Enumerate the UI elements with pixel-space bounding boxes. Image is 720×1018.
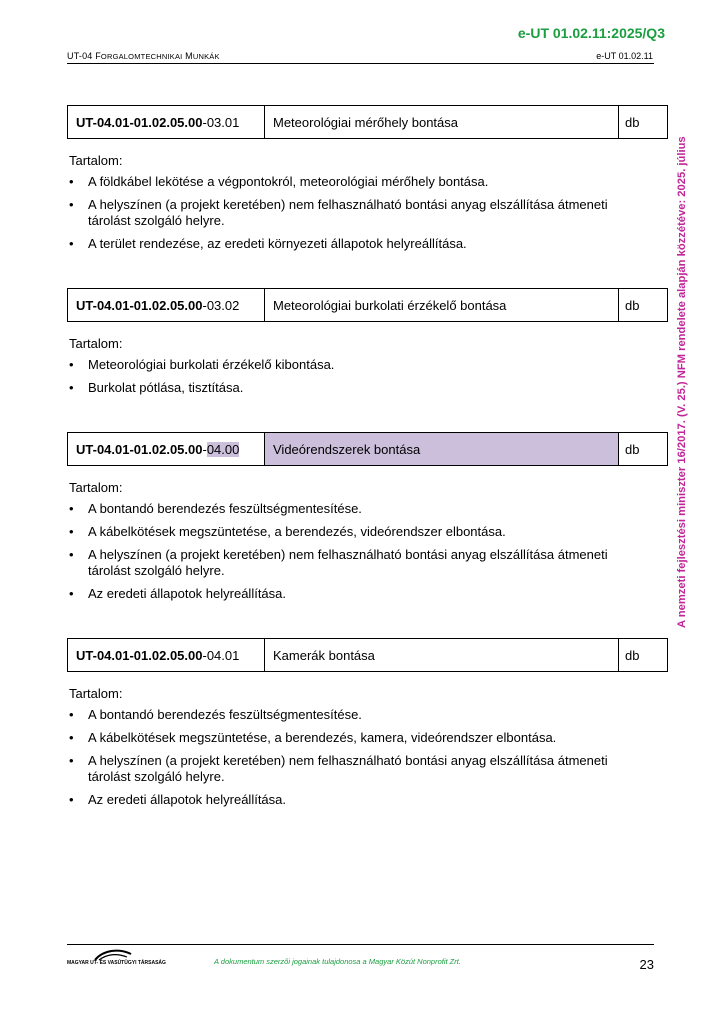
header-section-title	[67, 51, 220, 61]
list-item: • A helyszínen (a projekt keretében) nem felhasználható bontási anyag elszállítása átmeneti tárolást szolgáló helyre.	[67, 547, 648, 579]
list-item: • A bontandó berendezés feszültségmentesítése.	[67, 501, 648, 517]
list-item: • A bontandó berendezés feszültségmentesítése.	[67, 707, 648, 723]
list-item: • A kábelkötések megszüntetése, a berendezés, kamera, videórendszer elbontása.	[67, 730, 648, 746]
header-prefix: UT-04 F	[67, 51, 101, 61]
item-section-04-00	[67, 432, 668, 609]
copyright-notice: A dokumentum szerzői jogainak tulajdonosa a Magyar Közút Nonprofit Zrt.	[214, 957, 461, 966]
highlighted-code-suffix: 04.00	[206, 441, 240, 457]
side-publication-note: A nemzeti fejlesztési miniszter 16/2017. (V. 25.) NFM rendelete alapján közzétéve: 2025. július	[676, 136, 688, 628]
item-section-03-02	[67, 288, 668, 403]
item-code: UT-04.01-01.02.05.00 -04.01	[68, 639, 265, 671]
list-item: • Az eredeti állapotok helyreállítása.	[67, 792, 648, 808]
item-code: UT-04.01-01.02.05.00 - 04.00	[68, 433, 265, 465]
header-mid: M	[182, 51, 193, 61]
content-list	[67, 707, 668, 808]
item-section-04-01	[67, 638, 668, 815]
logo-text: MAGYAR UT- ÉS VASÚTÜGYI TÁRSASÁG	[67, 960, 166, 966]
footer-divider	[67, 944, 654, 945]
list-item: • Burkolat pótlása, tisztítása.	[67, 380, 648, 396]
tartalom-label: Tartalom:	[69, 336, 123, 351]
item-table	[67, 105, 668, 139]
page-number: 23	[639, 957, 654, 972]
item-unit: db	[625, 297, 640, 313]
content-list	[67, 174, 668, 252]
item-title: Kamerák bontása	[265, 639, 619, 671]
item-table	[67, 638, 668, 672]
item-table	[67, 288, 668, 322]
item-title: Videórendszerek bontása	[265, 433, 619, 465]
content-list	[67, 357, 668, 396]
header-divider	[67, 63, 654, 64]
list-item: • Meteorológiai burkolati érzékelő kibontása.	[67, 357, 648, 373]
header-small-2: UNKÁK	[192, 52, 220, 61]
item-title: Meteorológiai burkolati érzékelő bontása	[265, 289, 619, 321]
item-unit: db	[625, 647, 640, 663]
list-item: • A helyszínen (a projekt keretében) nem felhasználható bontási anyag elszállítása átmeneti tárolást szolgáló helyre.	[67, 197, 648, 229]
item-title: Meteorológiai mérőhely bontása	[265, 106, 619, 138]
item-code: UT-04.01-01.02.05.00 -03.01	[68, 106, 265, 138]
item-code: UT-04.01-01.02.05.00 -03.02	[68, 289, 265, 321]
company-logo	[67, 948, 166, 972]
list-item: • A kábelkötések megszüntetése, a berendezés, videórendszer elbontása.	[67, 524, 648, 540]
item-table	[67, 432, 668, 466]
header-small-1: ORGALOMTECHNIKAI	[100, 52, 183, 61]
item-section-03-01	[67, 105, 668, 259]
tartalom-label: Tartalom:	[69, 153, 123, 168]
tartalom-label: Tartalom:	[69, 480, 123, 495]
document-code: e-UT 01.02.11:2025/Q3	[517, 25, 665, 41]
list-item: • A terület rendezése, az eredeti környezeti állapotok helyreállítása.	[67, 236, 648, 252]
list-item: • A földkábel lekötése a végpontokról, meteorológiai mérőhely bontása.	[67, 174, 648, 190]
header-doc-ref: e-UT 01.02.11	[596, 51, 653, 61]
content-list	[67, 501, 668, 602]
list-item: • A helyszínen (a projekt keretében) nem felhasználható bontási anyag elszállítása átmeneti tárolást szolgáló helyre.	[67, 753, 648, 785]
tartalom-label: Tartalom:	[69, 686, 123, 701]
item-unit: db	[625, 441, 640, 457]
item-unit: db	[625, 114, 640, 130]
list-item: • Az eredeti állapotok helyreállítása.	[67, 586, 648, 602]
